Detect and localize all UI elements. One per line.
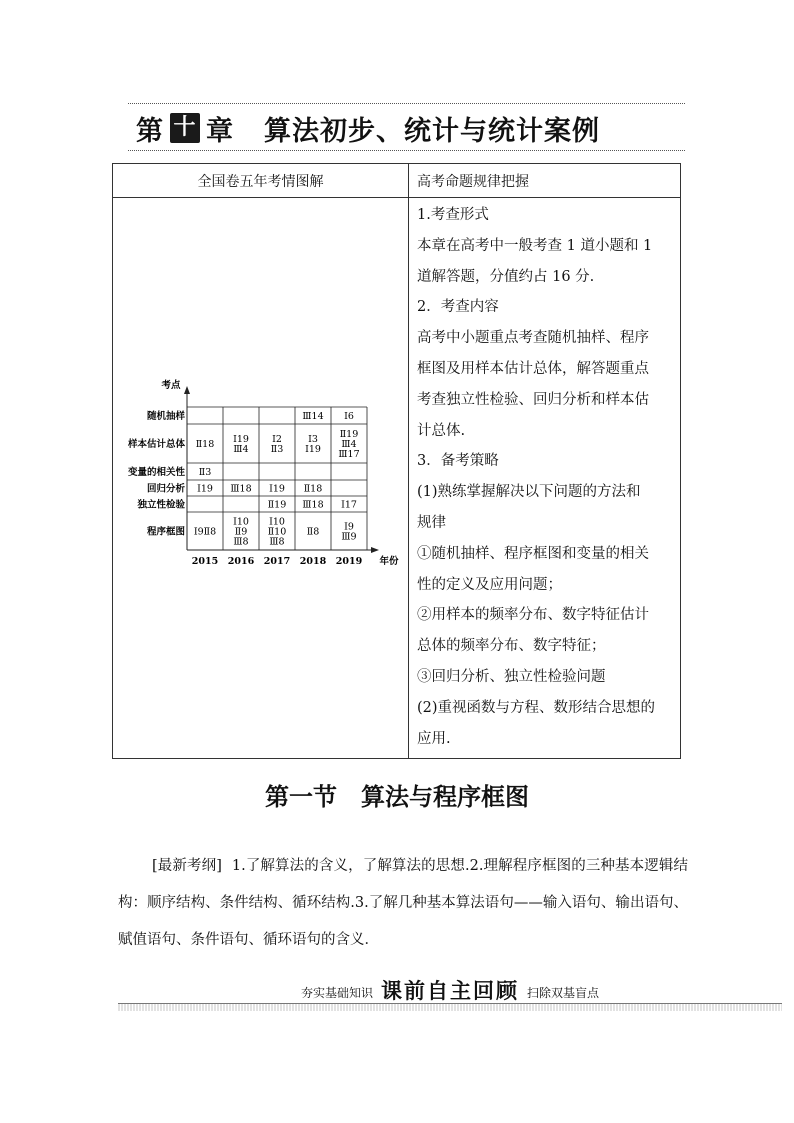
syllabus-tag: [最新考纲]: [152, 858, 222, 874]
exam-pattern-line: 总体的频率分布、数字特征；: [417, 638, 606, 655]
cell-value: Ⅲ8: [269, 536, 285, 548]
cell-value: Ⅰ19: [269, 483, 285, 495]
cell-value: Ⅲ17: [338, 449, 360, 460]
banner-left-text: 夯实基础知识: [300, 986, 373, 1000]
chapter-number: 十: [170, 113, 200, 143]
year-tick-label: 2015: [191, 556, 219, 567]
x-axis-arrow-icon: [371, 547, 379, 553]
left-column-header: 全国卷五年考情图解: [113, 164, 409, 198]
cell-value: Ⅲ18: [230, 483, 252, 495]
cell-value: Ⅰ17: [341, 499, 357, 511]
section-title: [0, 777, 794, 812]
cell-value: Ⅱ19: [267, 499, 287, 511]
cell-value: Ⅲ4: [233, 444, 249, 455]
exam-pattern-line: 1.考查形式: [417, 207, 489, 223]
exam-patterns-list: [417, 200, 674, 754]
banner-right-text: 扫除双基盲点: [527, 986, 600, 1000]
exam-pattern-line: 考查独立性检验、回归分析和样本估: [417, 391, 649, 408]
exam-pattern-line: 规律: [417, 514, 446, 531]
exam-pattern-line: 应用.: [417, 730, 451, 747]
topic-label: 程序框图: [146, 526, 185, 538]
chapter-prefix: 第: [136, 115, 164, 147]
cell-value: Ⅲ8: [233, 536, 249, 548]
exam-analysis-table: [112, 163, 681, 759]
exam-pattern-line: 本章在高考中一般考查 1 道小题和 1: [417, 237, 653, 254]
cell-value: Ⅰ2: [272, 434, 282, 445]
cell-value: Ⅱ18: [195, 439, 215, 450]
cell-value: Ⅰ19: [305, 444, 321, 455]
section-name: 算法与程序框图: [361, 783, 529, 811]
chapter-name: 算法初步、统计与统计案例: [264, 115, 600, 147]
cell-value: Ⅲ4: [341, 439, 357, 450]
cell-value: Ⅰ10: [233, 516, 249, 528]
y-axis-arrow-icon: [184, 386, 190, 394]
cell-value: Ⅱ10: [267, 526, 287, 538]
cell-value: Ⅱ9: [234, 526, 248, 538]
chapter-suffix: 章: [206, 115, 234, 147]
syllabus-paragraph: [118, 848, 688, 959]
cell-value: Ⅱ18: [303, 483, 323, 495]
section-number: 第一节: [265, 783, 337, 811]
year-tick-label: 2018: [299, 556, 327, 567]
cell-value: Ⅰ3: [308, 434, 318, 445]
cell-value: Ⅰ19: [197, 483, 213, 495]
syllabus-text: 1.了解算法的含义，了解算法的思想.2.理解程序框图的三种基本逻辑结构：顺序结构、条件结构、循环结构.3.了解几种基本算法语句——输入语句、输出语句、赋值语句、条件语句、循环语句的含义．: [118, 858, 688, 948]
year-tick-label: 2017: [263, 556, 291, 567]
cell-value: Ⅲ9: [341, 531, 357, 543]
cell-value: Ⅲ18: [302, 499, 324, 511]
exam-pattern-line: ③回归分析、独立性检验问题: [417, 668, 606, 685]
topic-label: 随机抽样: [146, 411, 185, 422]
cell-value: Ⅱ8: [306, 526, 320, 538]
year-tick-label: 2019: [335, 556, 363, 567]
exam-pattern-line: 框图及用样本估计总体，解答题重点: [417, 360, 649, 377]
cell-value: Ⅱ3: [198, 467, 212, 478]
section-banner: [118, 975, 782, 1005]
topic-label: 样本估计总体: [127, 439, 185, 450]
cell-value: Ⅰ9: [344, 521, 354, 533]
exam-pattern-line: 道解答题，分值约占 16 分.: [417, 268, 595, 285]
exam-pattern-line: 高考中小题重点考查随机抽样、程序: [417, 330, 649, 347]
cell-value: Ⅰ9Ⅱ8: [193, 526, 217, 538]
right-column-header: 高考命题规律把握: [409, 164, 681, 198]
exam-pattern-line: 2．考查内容: [417, 299, 499, 316]
exam-patterns-cell: [409, 198, 681, 759]
banner-main-text: 课前自主回顾: [381, 979, 519, 1003]
cell-value: Ⅱ3: [270, 444, 284, 455]
exam-pattern-line: 计总体.: [417, 422, 466, 439]
banner-rule: [118, 1003, 782, 1011]
exam-pattern-line: 性的定义及应用问题；: [417, 576, 562, 593]
cell-value: Ⅰ10: [269, 516, 285, 528]
exam-pattern-line: ①随机抽样、程序框图和变量的相关: [417, 545, 649, 562]
cell-value: Ⅱ19: [339, 429, 359, 440]
chart-cell: [113, 198, 409, 759]
y-axis-label: 考点: [161, 380, 181, 391]
cell-value: Ⅰ6: [344, 411, 354, 422]
exam-frequency-chart: [113, 198, 408, 760]
header-bottom-rule: [128, 150, 685, 151]
year-tick-label: 2016: [227, 556, 255, 567]
topic-label: 独立性检验: [137, 499, 185, 511]
topic-label: 回归分析: [146, 483, 185, 495]
topic-label: 变量的相关性: [127, 467, 185, 478]
x-axis-label: 年份: [379, 556, 399, 567]
exam-pattern-line: ②用样本的频率分布、数字特征估计: [417, 607, 649, 624]
header-top-rule: [128, 103, 685, 104]
exam-pattern-line: 3．备考策略: [417, 453, 499, 470]
exam-pattern-line: (2)重视函数与方程、数形结合思想的: [417, 699, 656, 716]
chapter-title: [128, 108, 685, 148]
banner-rule-line: [118, 1003, 782, 1004]
exam-pattern-line: (1)熟练掌握解决以下问题的方法和: [417, 484, 641, 501]
cell-value: Ⅲ14: [302, 411, 324, 422]
cell-value: Ⅰ19: [233, 434, 249, 445]
